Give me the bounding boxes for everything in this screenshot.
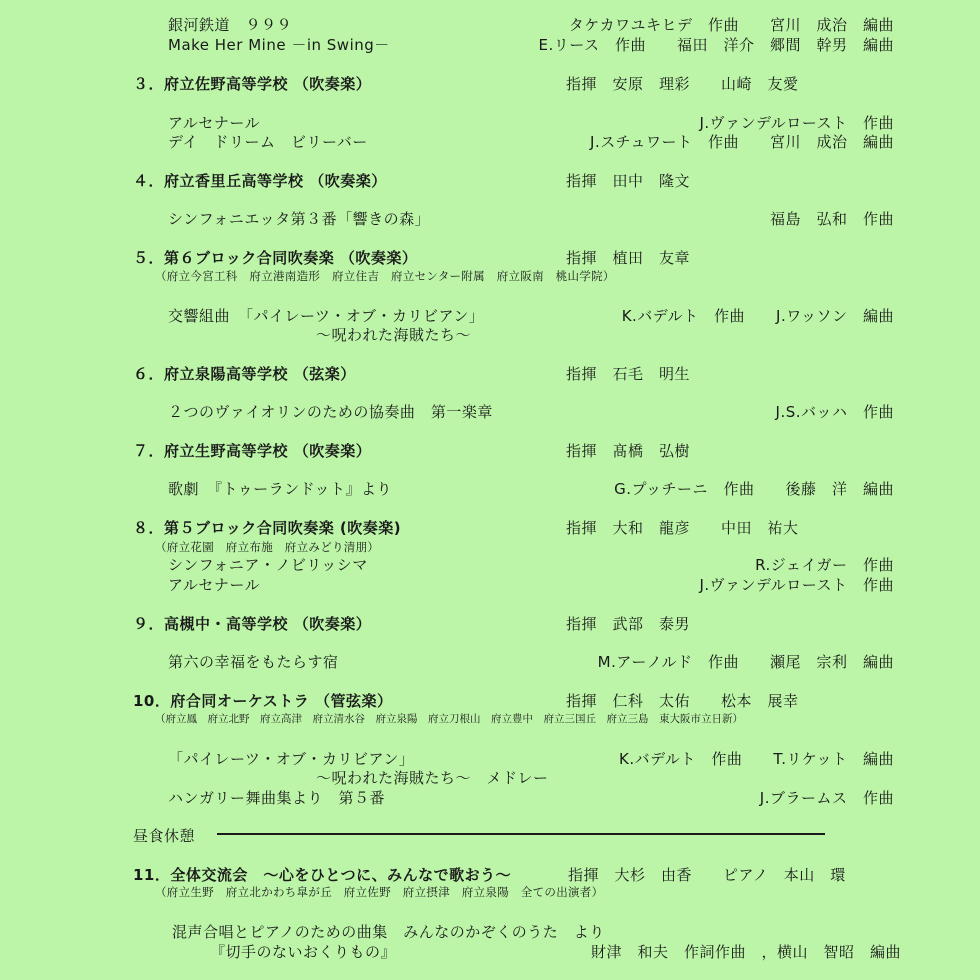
conductor: 指揮 武部 泰男 xyxy=(566,615,691,633)
member-schools: （府立花園 府立布施 府立みどり清朋） xyxy=(155,540,380,554)
section-heading: ３．府立佐野高等学校 （吹奏楽） xyxy=(133,75,372,93)
work-title: デイ ドリーム ビリーバー xyxy=(168,133,368,151)
section-heading: ６．府立泉陽高等学校 （弦楽） xyxy=(133,365,356,383)
lunch-break-label: 昼食休憩 xyxy=(133,827,196,845)
work-title: シンフォニア・ノビリッシマ xyxy=(168,556,368,574)
work-credit: J.ブラームス 作曲 xyxy=(759,789,894,807)
work-credit: 福島 弘和 作曲 xyxy=(769,210,894,228)
work-title: 銀河鉄道 ９９９ xyxy=(168,16,293,34)
work-credit: J.S.バッハ 作曲 xyxy=(775,403,894,421)
work-title: 第六の幸福をもたらす宿 xyxy=(168,653,339,671)
work-credit: G.プッチーニ 作曲 後藤 洋 編曲 xyxy=(614,480,894,498)
conductor: 指揮 田中 隆文 xyxy=(566,172,691,190)
work-title: ハンガリー舞曲集より 第５番 xyxy=(168,789,386,807)
work-title: 歌劇 『トゥーランドット』より xyxy=(168,480,393,498)
work-title: 『切手のないおくりもの』 xyxy=(210,943,397,961)
section-heading: ５．第６ブロック合同吹奏楽 （吹奏楽） xyxy=(133,249,418,267)
conductor: 指揮 大和 龍彦 中田 祐大 xyxy=(566,519,799,537)
work-credit: J.ヴァンデルロースト 作曲 xyxy=(699,576,894,594)
work-credit: J.スチュワート 作曲 宮川 成治 編曲 xyxy=(590,133,894,151)
section-heading: 10．府合同オーケストラ （管弦楽） xyxy=(133,692,393,710)
section-heading: 11．全体交流会 ～心をひとつに、みんなで歌おう～ xyxy=(133,866,512,884)
work-credit: M.アーノルド 作曲 瀬尾 宗利 編曲 xyxy=(597,653,894,671)
section-heading: ９．高槻中・高等学校 （吹奏楽） xyxy=(133,615,372,633)
work-subtitle: ～呪われた海賊たち～ xyxy=(316,326,472,344)
work-title: 交響組曲 「パイレーツ・オブ・カリビアン」 xyxy=(168,307,485,325)
section-heading: ７．府立生野高等学校 （吹奏楽） xyxy=(133,442,372,460)
divider xyxy=(217,833,825,835)
work-credit: K.バデルト 作曲 J.ワッソン 編曲 xyxy=(621,307,894,325)
work-title: シンフォニエッタ第３番「響きの森」 xyxy=(168,210,431,228)
work-title: アルセナール xyxy=(168,576,261,594)
work-subtitle: ～呪われた海賊たち～ メドレー xyxy=(316,769,549,787)
conductor: 指揮 安原 理彩 山崎 友愛 xyxy=(566,75,799,93)
conductor: 指揮 髙橋 弘樹 xyxy=(566,442,691,460)
work-title: 混声合唱とピアノのための曲集 みんなのかぞくのうた より xyxy=(172,923,605,941)
work-credit: R.ジェイガー 作曲 xyxy=(755,556,894,574)
conductor: 指揮 大杉 由香 ピアノ 本山 環 xyxy=(568,866,846,884)
conductor: 指揮 石毛 明生 xyxy=(566,365,691,383)
work-credit: タケカワユキヒデ 作曲 宮川 成治 編曲 xyxy=(568,16,894,34)
conductor: 指揮 植田 友章 xyxy=(566,249,691,267)
work-credit: 財津 和夫 作詞作曲 ，横山 智昭 編曲 xyxy=(590,943,901,961)
member-schools: （府立今宮工科 府立港南造形 府立住吉 府立センター附属 府立阪南 桃山学院） xyxy=(155,269,615,283)
section-heading: ４．府立香里丘高等学校 （吹奏楽） xyxy=(133,172,387,190)
conductor: 指揮 仁科 太佑 松本 展幸 xyxy=(566,692,799,710)
work-title: Make Her Mine －in Swing－ xyxy=(168,36,390,54)
work-credit: J.ヴァンデルロースト 作曲 xyxy=(699,114,894,132)
work-credit: E.リース 作曲 福田 洋介 郷間 幹男 編曲 xyxy=(538,36,894,54)
section-heading: ８．第５ブロック合同吹奏楽 (吹奏楽) xyxy=(133,519,402,537)
member-schools: （府立鳳 府立北野 府立高津 府立清水谷 府立泉陽 府立刀根山 府立豊中 府立三国丘 府立三島 東大阪市立日新） xyxy=(155,713,743,725)
member-schools: （府立生野 府立北かわち皐が丘 府立佐野 府立摂津 府立泉陽 全ての出演者） xyxy=(155,885,604,899)
work-title: アルセナール xyxy=(168,114,261,132)
work-title: 「パイレーツ・オブ・カリビアン」 xyxy=(168,750,415,768)
work-credit: K.バデルト 作曲 T.リケット 編曲 xyxy=(619,750,894,768)
work-title: ２つのヴァイオリンのための協奏曲 第一楽章 xyxy=(168,403,493,421)
